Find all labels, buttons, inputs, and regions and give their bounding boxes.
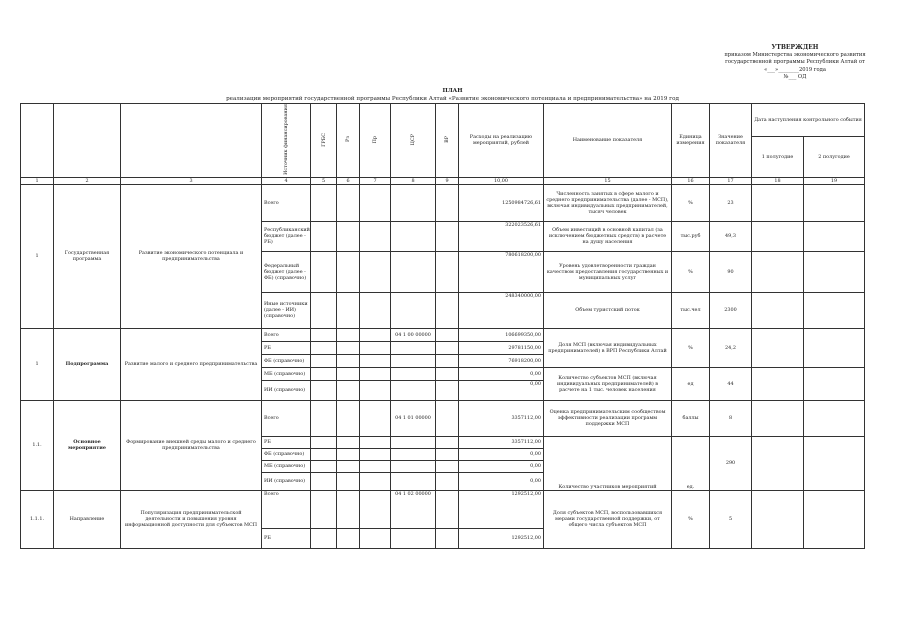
col-number: 16 bbox=[672, 177, 710, 184]
expense-amount: 0,00 bbox=[459, 460, 544, 472]
header-vr: ВР bbox=[444, 136, 450, 143]
indicator-unit: ед. bbox=[672, 436, 710, 490]
funding-source: РБ bbox=[262, 528, 311, 548]
header-half2: 2 полугодие bbox=[804, 136, 865, 177]
expense-amount: 3357112,00 bbox=[459, 400, 544, 436]
indicator-value: 49,3 bbox=[710, 221, 752, 251]
approval-block bbox=[700, 44, 890, 82]
funding-source: РБ bbox=[262, 341, 311, 354]
table-row bbox=[21, 328, 865, 341]
indicator-unit: баллы bbox=[672, 400, 710, 436]
indicator-value: 290 bbox=[710, 436, 752, 490]
col-number: 2 bbox=[54, 177, 121, 184]
col-number: 8 bbox=[391, 177, 436, 184]
plan-table bbox=[20, 103, 865, 549]
header-half1: 1 полугодие bbox=[752, 136, 804, 177]
expense-amount: 1250984726,61 bbox=[459, 184, 544, 221]
indicator-name: Количество участников мероприятий bbox=[544, 436, 672, 490]
indicator-value: 24,2 bbox=[710, 328, 752, 367]
col-number: 18 bbox=[752, 177, 804, 184]
col-number: 4 bbox=[262, 177, 311, 184]
funding-source: ФБ (справочно) bbox=[262, 354, 311, 367]
row-number: 1 bbox=[21, 328, 54, 400]
expense-amount: 1292512,00 bbox=[459, 528, 544, 548]
indicator-unit: % bbox=[672, 490, 710, 548]
header-pr: Пр bbox=[372, 135, 378, 144]
funding-source: МБ (справочно) bbox=[262, 460, 311, 472]
approval-line: государственной программы Республики Алтай от bbox=[725, 59, 865, 65]
indicator-value: 23 bbox=[710, 184, 752, 221]
row-number: 1.1.1. bbox=[21, 490, 54, 548]
approval-line: приказом Министерства экономического развития bbox=[724, 51, 866, 58]
expense-amount: 0,00 bbox=[459, 448, 544, 460]
row-type: Направление bbox=[54, 490, 121, 548]
col-number: 17 bbox=[710, 177, 752, 184]
row-type: Подпрограмма bbox=[54, 328, 121, 400]
approval-line: «___»________2019 года bbox=[764, 66, 826, 73]
row-name: Формирование внешней среды малого и среднего предпринимательства bbox=[121, 400, 262, 490]
csr-code: 04 1 00 00000 bbox=[391, 328, 436, 341]
funding-source: ИИ (справочно) bbox=[262, 472, 311, 490]
header-source: Источник финансирования bbox=[283, 104, 289, 175]
indicator-unit: % bbox=[672, 184, 710, 221]
indicator-name: Объем туристский поток bbox=[544, 292, 672, 328]
col-number: 19 bbox=[804, 177, 865, 184]
expense-amount: 0,00 bbox=[459, 367, 544, 380]
col-number: 5 bbox=[311, 177, 337, 184]
indicator-value: 8 bbox=[710, 400, 752, 436]
row-name: Развитие малого и среднего предпринимательства bbox=[121, 328, 262, 400]
funding-source: РБ bbox=[262, 436, 311, 448]
row-name: Популяризация предпринимательской деятельности и повышения уровня информационной доступности для субъектов МСП bbox=[121, 490, 262, 548]
table-row bbox=[21, 184, 865, 221]
expense-amount: 3357112,00 bbox=[459, 436, 544, 448]
indicator-value: 2300 bbox=[710, 292, 752, 328]
header-rz: Рз bbox=[345, 136, 351, 143]
csr-code: 04 1 01 00000 bbox=[391, 400, 436, 436]
expense-amount: 29781150,00 bbox=[459, 341, 544, 354]
expense-amount: 248340000,00 bbox=[459, 292, 544, 328]
funding-source: Всего bbox=[262, 400, 311, 436]
indicator-value: 90 bbox=[710, 251, 752, 292]
table-row bbox=[21, 400, 865, 436]
indicator-name: Количество субъектов МСП (включая индивидуальных предпринимателей) в расчете на 1 тыс. человек населения bbox=[544, 367, 672, 400]
expense-amount: 0,00 bbox=[459, 380, 544, 400]
row-number: 1 bbox=[21, 184, 54, 328]
expense-amount: 1292512,00 bbox=[459, 490, 544, 528]
header-unit: Единица измерения bbox=[672, 104, 710, 178]
indicator-unit: % bbox=[672, 251, 710, 292]
funding-source: Всего bbox=[262, 184, 311, 221]
funding-source: ИИ (справочно) bbox=[262, 380, 311, 400]
col-number: 9 bbox=[436, 177, 459, 184]
col-number: 6 bbox=[337, 177, 360, 184]
doc-title: ПЛАН bbox=[442, 88, 463, 94]
row-type: Основное мероприятие bbox=[54, 400, 121, 490]
header-csr: ЦСР bbox=[410, 133, 416, 146]
header-row bbox=[21, 104, 865, 137]
approval-line: №___ ОД bbox=[783, 74, 807, 80]
funding-source: ФБ (справочно) bbox=[262, 448, 311, 460]
expense-amount: 322023526,61 bbox=[459, 221, 544, 251]
column-numbers-row bbox=[21, 177, 865, 184]
indicator-name: Уровень удовлетворенности граждан качеством предоставления государственных и муниципальных услуг bbox=[544, 251, 672, 292]
indicator-name: Оценка предпринимательским сообществом эффективности реализации программ поддержки МСП bbox=[544, 400, 672, 436]
header-event-date: Дата наступления контрольного события bbox=[752, 104, 865, 137]
row-type: Государственная программа bbox=[54, 184, 121, 328]
funding-source: МБ (справочно) bbox=[262, 367, 311, 380]
col-number: 15 bbox=[544, 177, 672, 184]
row-number: 1.1. bbox=[21, 400, 54, 490]
indicator-unit: тыс.руб bbox=[672, 221, 710, 251]
expense-amount: 76918200,00 bbox=[459, 354, 544, 367]
funding-source: Республиканский бюджет (далее - РБ) bbox=[262, 221, 311, 251]
funding-source: Федеральный бюджет (далее - ФБ) (справочно) bbox=[262, 251, 311, 292]
col-number: 3 bbox=[121, 177, 262, 184]
funding-source: Всего bbox=[262, 328, 311, 341]
header-value: Значение показателя bbox=[710, 104, 752, 178]
indicator-name: Объем инвестиций в основной капитал (за исключением бюджетных средств) в расчете на душу населения bbox=[544, 221, 672, 251]
expense-amount: 106699350,00 bbox=[459, 328, 544, 341]
funding-source: Иные источники (далее - ИИ) (справочно) bbox=[262, 292, 311, 328]
indicator-unit: % bbox=[672, 328, 710, 367]
col-number: 10,00 bbox=[459, 177, 544, 184]
approval-title: УТВЕРЖДЕН bbox=[771, 44, 819, 51]
indicator-name: Численность занятых в сфере малого и среднего предпринимательства (далее - МСП), включая индивидуальных предпринимателей, тысяч человек bbox=[544, 184, 672, 221]
col-number: 1 bbox=[21, 177, 54, 184]
indicator-value: 44 bbox=[710, 367, 752, 400]
table-row bbox=[21, 490, 865, 528]
header-expenses: Расходы на реализацию мероприятий, рублей bbox=[459, 104, 544, 178]
doc-subtitle: реализации мероприятий государственной программы Республики Алтай «Развитие экономического потенциала и предпринимательства» на 2019 год bbox=[226, 96, 679, 102]
expense-amount: 0,00 bbox=[459, 472, 544, 490]
csr-code: 04 1 02 00000 bbox=[391, 490, 436, 528]
header-indicator: Наименование показателя bbox=[544, 104, 672, 178]
indicator-value: 5 bbox=[710, 490, 752, 548]
indicator-name: Доля субъектов МСП, воспользовавшихся мерами государственной поддержки, от общего числа субъектов МСП bbox=[544, 490, 672, 548]
indicator-name: Доля МСП (включая индивидуальных предпринимателей) в ВРП Республики Алтай bbox=[544, 328, 672, 367]
indicator-unit: ед bbox=[672, 367, 710, 400]
row-name: Развитие экономического потенциала и предпринимательства bbox=[121, 184, 262, 328]
funding-source: Всего bbox=[262, 490, 311, 528]
header-grbs: ГРБС bbox=[320, 132, 327, 147]
indicator-unit: тыс.чел bbox=[672, 292, 710, 328]
col-number: 7 bbox=[360, 177, 391, 184]
expense-amount: 780618200,00 bbox=[459, 251, 544, 292]
